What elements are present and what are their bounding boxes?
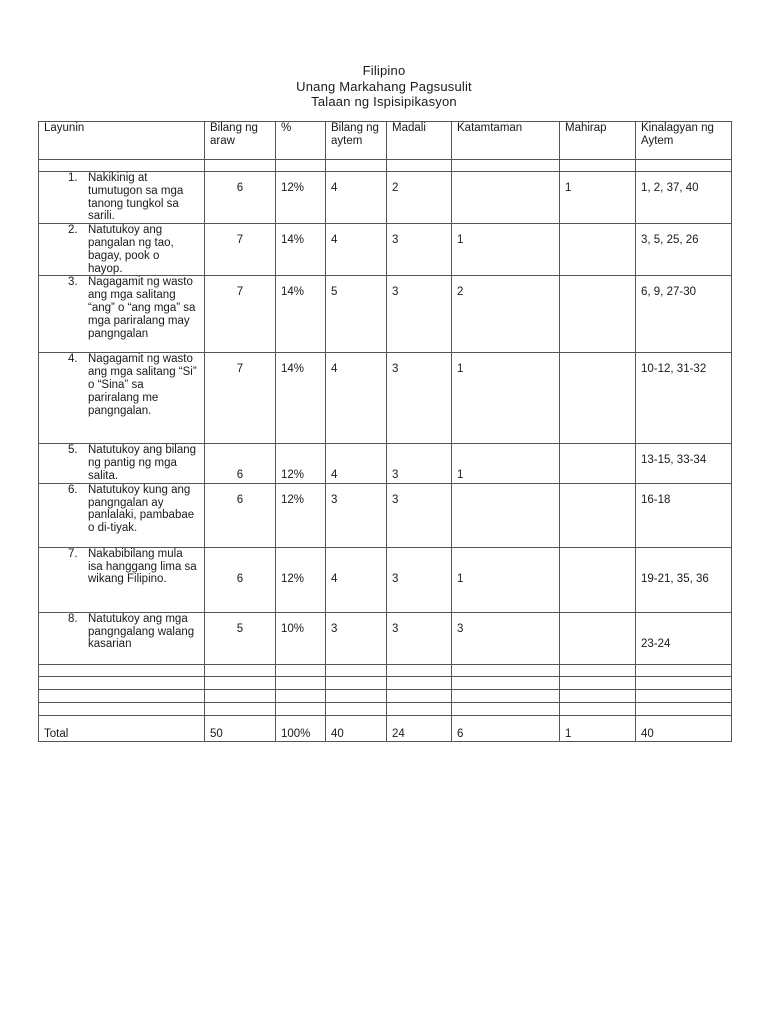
madali-cell: 3 — [387, 224, 452, 276]
total-mahirap: 1 — [560, 715, 636, 741]
empty-row — [39, 689, 732, 702]
empty-cell — [205, 664, 276, 676]
total-percent: 100% — [276, 715, 326, 741]
row-number: 4. — [68, 353, 78, 366]
layunin-cell — [39, 612, 205, 664]
katamtaman-cell: 1 — [452, 224, 560, 276]
percent-cell: 12% — [276, 444, 326, 483]
empty-cell — [205, 689, 276, 702]
percent-cell: 12% — [276, 172, 326, 224]
katamtaman-cell: 1 — [452, 547, 560, 612]
empty-cell — [452, 702, 560, 715]
empty-cell — [276, 676, 326, 689]
mahirap-cell: 1 — [560, 172, 636, 224]
katamtaman-cell: 1 — [452, 444, 560, 483]
header-kinalagyan: Kinalagyan ng Aytem — [636, 122, 732, 160]
empty-cell — [452, 676, 560, 689]
madali-cell: 3 — [387, 483, 452, 547]
layunin-cell — [39, 444, 205, 483]
aytem-cell: 5 — [326, 276, 387, 353]
empty-cell — [387, 702, 452, 715]
empty-cell — [387, 676, 452, 689]
empty-cell — [636, 702, 732, 715]
percent-cell: 14% — [276, 276, 326, 353]
katamtaman-cell: 1 — [452, 353, 560, 444]
mahirap-cell — [560, 612, 636, 664]
layunin-text: Nakabibilang mula isa hanggang lima sa wikang Filipino. — [88, 547, 197, 586]
kinalagyan-cell: 6, 9, 27-30 — [636, 276, 732, 353]
layunin-text: Natutukoy kung ang pangngalan ay panlalaki, pambabae o di-tiyak. — [88, 483, 195, 535]
madali-cell: 2 — [387, 172, 452, 224]
table-row — [39, 172, 732, 224]
empty-cell — [452, 160, 560, 172]
table-header-row — [39, 122, 732, 160]
araw-cell: 6 — [205, 483, 276, 547]
kinalagyan-cell: 16-18 — [636, 483, 732, 547]
empty-cell — [39, 702, 205, 715]
empty-cell — [636, 160, 732, 172]
katamtaman-cell: 2 — [452, 276, 560, 353]
layunin-cell — [39, 224, 205, 276]
empty-cell — [205, 160, 276, 172]
araw-cell: 6 — [205, 547, 276, 612]
empty-cell — [276, 664, 326, 676]
empty-cell — [560, 664, 636, 676]
empty-cell — [205, 702, 276, 715]
empty-cell — [636, 676, 732, 689]
layunin-text: Natutukoy ang bilang ng pantig ng mga salita. — [88, 444, 197, 482]
empty-cell — [39, 664, 205, 676]
kinalagyan-cell: 3, 5, 25, 26 — [636, 224, 732, 276]
empty-cell — [326, 702, 387, 715]
header-bilang-araw: Bilang ng araw — [205, 122, 276, 160]
table-row — [39, 276, 732, 353]
percent-cell: 14% — [276, 224, 326, 276]
katamtaman-cell — [452, 172, 560, 224]
katamtaman-cell: 3 — [452, 612, 560, 664]
empty-cell — [636, 664, 732, 676]
layunin-cell — [39, 276, 205, 353]
araw-cell: 6 — [205, 444, 276, 483]
kinalagyan-cell: 23-24 — [636, 612, 732, 664]
table-row — [39, 483, 732, 547]
row-number: 6. — [68, 483, 78, 496]
katamtaman-cell — [452, 483, 560, 547]
empty-cell — [326, 160, 387, 172]
table-row — [39, 353, 732, 444]
total-label: Total — [39, 715, 205, 741]
kinalagyan-cell: 1, 2, 37, 40 — [636, 172, 732, 224]
specification-table — [38, 121, 732, 742]
layunin-cell — [39, 353, 205, 444]
mahirap-cell — [560, 444, 636, 483]
empty-cell — [387, 689, 452, 702]
madali-cell: 3 — [387, 612, 452, 664]
aytem-cell: 4 — [326, 444, 387, 483]
aytem-cell: 4 — [326, 547, 387, 612]
table-row — [39, 224, 732, 276]
empty-row — [39, 702, 732, 715]
mahirap-cell — [560, 353, 636, 444]
subject-title: Filipino — [362, 63, 406, 78]
empty-cell — [387, 664, 452, 676]
madali-cell: 3 — [387, 444, 452, 483]
row-number: 2. — [68, 224, 78, 237]
aytem-cell: 3 — [326, 612, 387, 664]
empty-cell — [326, 676, 387, 689]
total-madali: 24 — [387, 715, 452, 741]
madali-cell: 3 — [387, 276, 452, 353]
empty-cell — [276, 689, 326, 702]
aytem-cell: 4 — [326, 172, 387, 224]
table-row — [39, 444, 732, 483]
header-mahirap: Mahirap — [560, 122, 636, 160]
total-katamtaman: 6 — [452, 715, 560, 741]
row-number: 3. — [68, 276, 78, 289]
header-percent: % — [276, 122, 326, 160]
percent-cell: 14% — [276, 353, 326, 444]
percent-cell: 12% — [276, 483, 326, 547]
aytem-cell: 4 — [326, 224, 387, 276]
empty-cell — [636, 689, 732, 702]
madali-cell: 3 — [387, 353, 452, 444]
empty-cell — [205, 676, 276, 689]
header-katamtaman: Katamtaman — [452, 122, 560, 160]
header-madali: Madali — [387, 122, 452, 160]
araw-cell: 6 — [205, 172, 276, 224]
layunin-text: Natutukoy ang mga pangngalang walang kasarian — [88, 612, 195, 651]
araw-cell: 7 — [205, 353, 276, 444]
araw-cell: 7 — [205, 276, 276, 353]
empty-cell — [326, 689, 387, 702]
layunin-cell — [39, 172, 205, 224]
kinalagyan-cell: 13-15, 33-34 — [636, 444, 732, 483]
empty-cell — [560, 689, 636, 702]
empty-row — [39, 676, 732, 689]
exam-title: Unang Markahang Pagsusulit — [296, 78, 472, 94]
layunin-cell — [39, 547, 205, 612]
percent-cell: 10% — [276, 612, 326, 664]
layunin-text: Nagagamit ng wasto ang mga salitang “Si” o “Sina” sa pariralang me pangngalan. — [88, 353, 197, 417]
empty-cell — [452, 689, 560, 702]
table-title: Talaan ng Ispisipikasyon — [311, 94, 457, 109]
mahirap-cell — [560, 483, 636, 547]
empty-row — [39, 160, 732, 172]
total-araw: 50 — [205, 715, 276, 741]
table-row — [39, 612, 732, 664]
aytem-cell: 3 — [326, 483, 387, 547]
empty-cell — [39, 160, 205, 172]
aytem-cell: 4 — [326, 353, 387, 444]
mahirap-cell — [560, 547, 636, 612]
kinalagyan-cell: 19-21, 35, 36 — [636, 547, 732, 612]
table-row — [39, 547, 732, 612]
row-number: 7. — [68, 547, 78, 560]
empty-row — [39, 664, 732, 676]
empty-cell — [560, 676, 636, 689]
empty-cell — [276, 702, 326, 715]
row-number: 8. — [68, 612, 78, 625]
araw-cell: 5 — [205, 612, 276, 664]
layunin-text: Natutukoy ang pangalan ng tao, bagay, pook o hayop. — [88, 224, 174, 275]
total-kinalagyan: 40 — [636, 715, 732, 741]
kinalagyan-cell: 10-12, 31-32 — [636, 353, 732, 444]
madali-cell: 3 — [387, 547, 452, 612]
layunin-cell — [39, 483, 205, 547]
header-layunin: Layunin — [39, 122, 205, 160]
empty-cell — [560, 160, 636, 172]
percent-cell: 12% — [276, 547, 326, 612]
row-number: 5. — [68, 444, 78, 457]
empty-cell — [276, 160, 326, 172]
empty-cell — [39, 676, 205, 689]
mahirap-cell — [560, 224, 636, 276]
araw-cell: 7 — [205, 224, 276, 276]
header-bilang-aytem: Bilang ng aytem — [326, 122, 387, 160]
empty-cell — [39, 689, 205, 702]
empty-cell — [326, 664, 387, 676]
document-title-block — [0, 63, 768, 110]
empty-cell — [560, 702, 636, 715]
row-number: 1. — [68, 172, 78, 184]
layunin-text: Nagagamit ng wasto ang mga salitang “ang” o “ang mga” sa mga pariralang may pangngalan — [88, 276, 196, 340]
total-aytem: 40 — [326, 715, 387, 741]
mahirap-cell — [560, 276, 636, 353]
empty-cell — [387, 160, 452, 172]
empty-cell — [452, 664, 560, 676]
total-row — [39, 715, 732, 741]
layunin-text: Nakikinig at tumutugon sa mga tanong tungkol sa sarili. — [88, 172, 184, 223]
